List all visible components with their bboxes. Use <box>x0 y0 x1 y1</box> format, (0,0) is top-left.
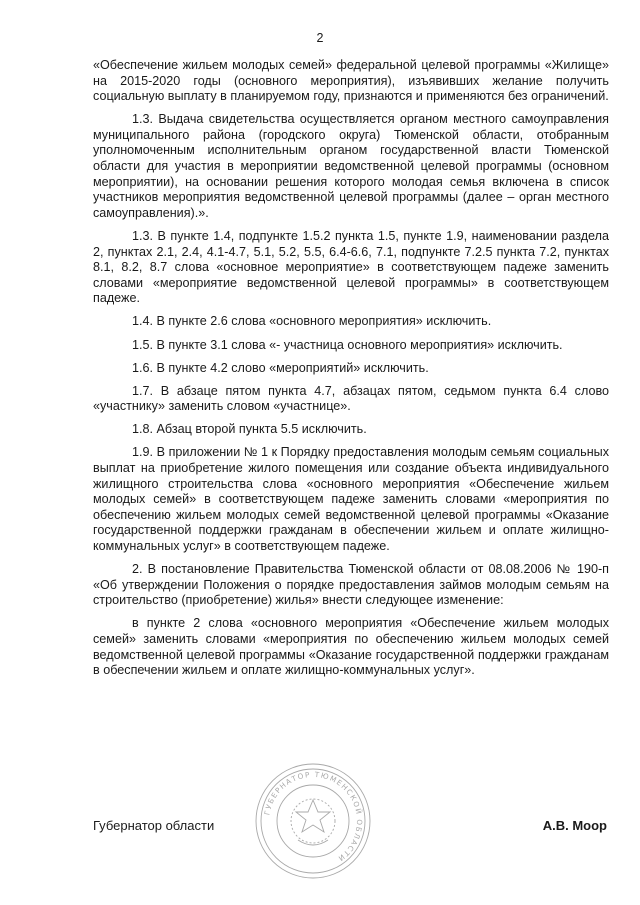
paragraph-1-3-certificate: 1.3. Выдача свидетельства осуществляется органом местного самоуправления муниципального района (городского округа) Тюменской области, отобранным уполномоченным исполнительным органом государственной власти Тюменской области для участия в мероприятии ведомственной целевой программы (основном мероприятии), на основании решения которого молодая семья включена в список участников мероприятия ведомственной целевой программы (далее – орган местного самоуправления).». <box>93 112 609 220</box>
paragraph-1-3-amendments: 1.3. В пункте 1.4, подпункте 1.5.2 пункта 1.5, пункте 1.9, наименовании раздела 2, пунктах 2.1, 2.4, 4.1-4.7, 5.1, 5.2, 5.5, 6.4-6.6, 7.1, подпункте 7.2.5 пункта 7.2, пунктах 8.1, 8.2, 8.7 слова «основное мероприятие» в соответствующем падеже заменить словами «мероприятие ведомственной целевой программы» в соответствующем падеже. <box>93 228 609 306</box>
paragraph-continuation: «Обеспечение жильем молодых семей» федеральной целевой программы «Жилище» на 2015-2020 годы (основного мероприятия), изъявивших желание получить социальную выплату в планируемом году, признаются и применяются без ограничений. <box>93 58 609 104</box>
paragraph-2: 2. В постановление Правительства Тюменской области от 08.08.2006 № 190-п «Об утверждении Положения о порядке предоставления займов молодым семьям на строительство (приобретение) жилья» внести следующее изменение: <box>93 562 609 608</box>
paragraph-1-6: 1.6. В пункте 4.2 слово «мероприятий» исключить. <box>132 360 429 375</box>
paragraph-1-4: 1.4. В пункте 2.6 слова «основного мероприятия» исключить. <box>132 314 492 329</box>
page-number: 2 <box>316 31 324 45</box>
paragraph-1-9: 1.9. В приложении № 1 к Порядку предоставления молодым семьям социальных выплат на приобретение жилого помещения или создание объекта индивидуального жилищного строительства слова «основного мероприятия «Обеспечение жильем молодых семей» в соответствующем падеже заменить словами «мероприятия по обеспечению жильем молодых семей ведомственной целевой программы «Оказание государственной поддержки гражданам в обеспечении жильем и оплате жилищно-коммунальных услуг» в соответствующем падеже. <box>93 445 609 554</box>
paragraph-2-change: в пункте 2 слова «основного мероприятия «Обеспечение жильем молодых семей» заменить словами «мероприятия по обеспечению жильем молодых семей ведомственной целевой программы «Оказание государственной поддержки гражданам в обеспечении жильем и оплате жилищно-коммунальных услуг». <box>93 616 609 678</box>
paragraph-1-8: 1.8. Абзац второй пункта 5.5 исключить. <box>132 422 367 437</box>
document-body <box>93 58 609 686</box>
official-seal-stamp <box>252 760 374 882</box>
signature-position: Губернатор области <box>93 818 215 833</box>
paragraph-1-5: 1.5. В пункте 3.1 слова «- участница основного мероприятия» исключить. <box>132 337 563 352</box>
signature-name: А.В. Моор <box>542 818 607 833</box>
paragraph-1-7: 1.7. В абзаце пятом пункта 4.7, абзацах пятом, седьмом пункта 6.4 слово «участнику» заменить словом «участнице». <box>93 383 609 414</box>
svg-text:ГУБЕРНАТОР ТЮМЕНСКОЙ ОБЛАСТИ: ГУБЕРНАТОР ТЮМЕНСКОЙ ОБЛАСТИ <box>262 769 365 864</box>
